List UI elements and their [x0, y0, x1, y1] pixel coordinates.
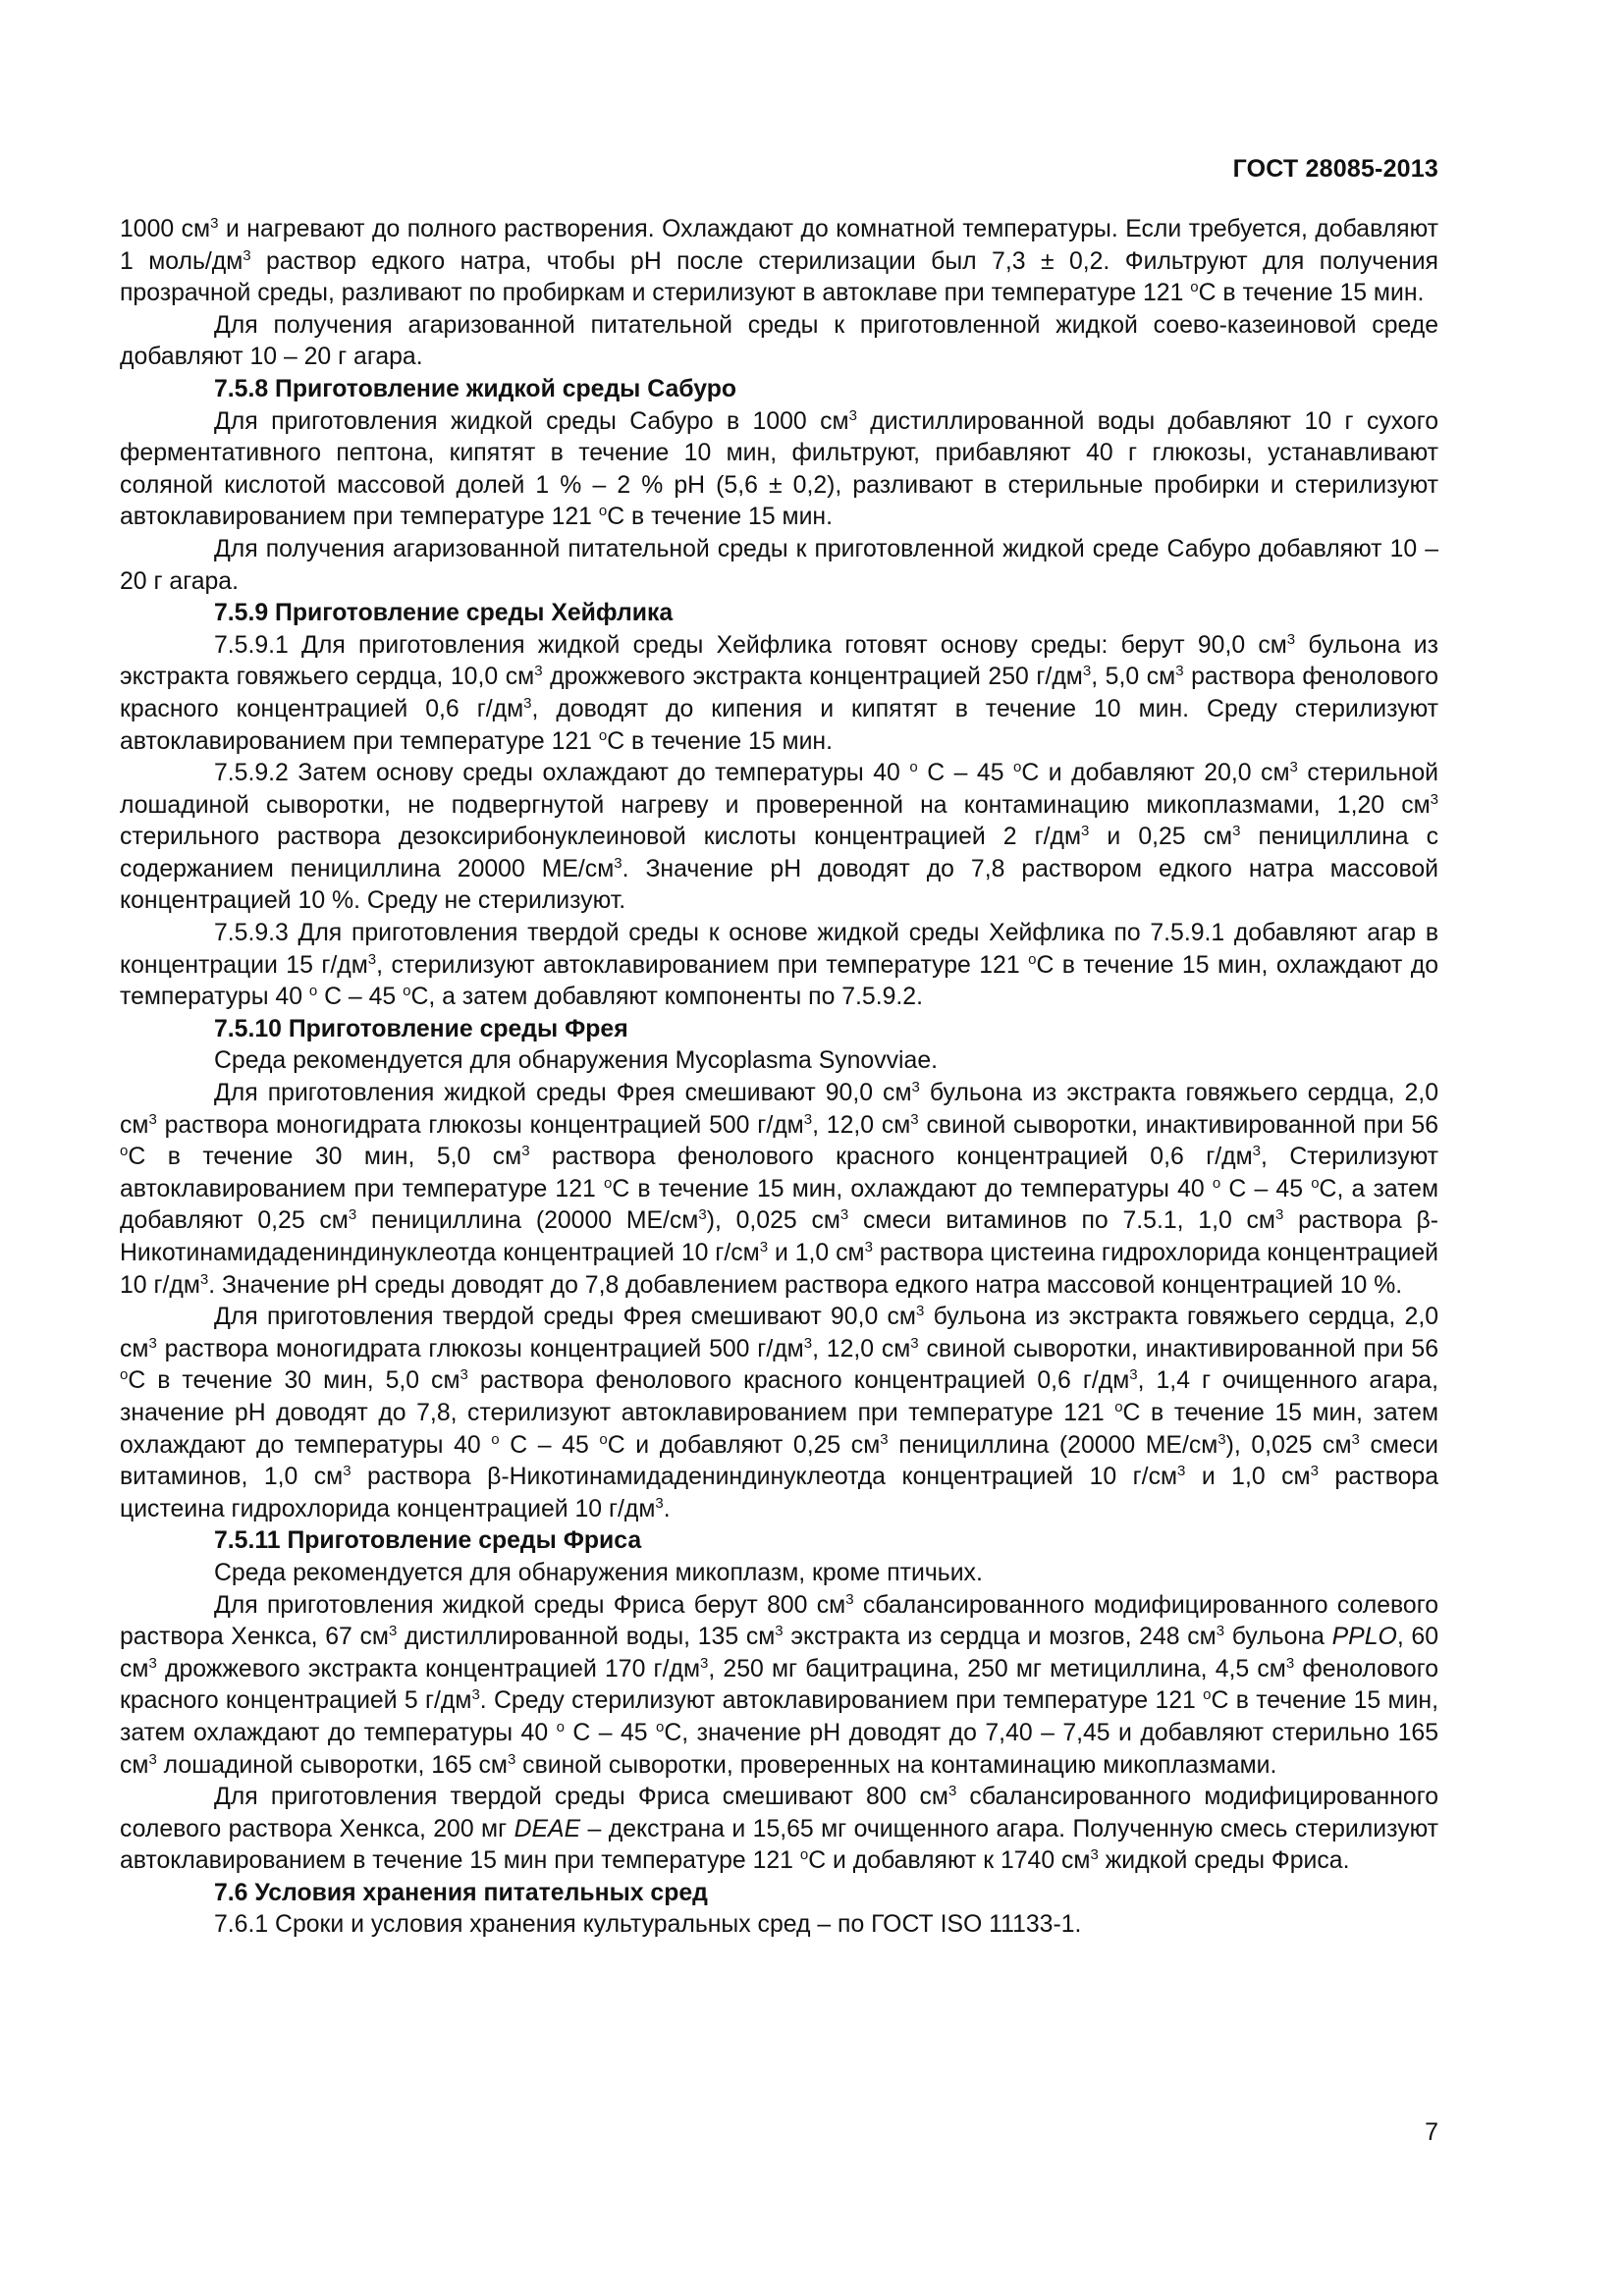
section-heading: 7.5.11 Приготовление среды Фриса — [214, 1527, 642, 1555]
paragraph: 1000 $см^3$ и нагревают до полного растворения. Охлаждают до комнатной температуры. Если требуется, добавляют 1 моль/$дм^3$ раствор едкого натра, чтобы pH после стерилизации был 7,3 ± 0,2. Фильтруют для получения прозрачной среды, разливают по пробиркам и стерилизуют в автоклаве при температуре 121 $^о$С в течение 15 мин. — [120, 215, 1438, 307]
paragraph: Для приготовления жидкой среды Фриса берут 800 $см^3$ сбалансированного модифицированного солевого раствора Хенкса, 67 $см^3$ дистиллированной воды, 135 $см^3$ экстракта из сердца и мозгов, 248 $см^3$ бульона PPLO, 60 $см^3$ дрожжевого экстракта концентрацией 170 $г/дм^3$, 250 мг бацитрацина, 250 мг метициллина, 4,5 $см^3$ фенолового красного концентрацией 5 $г/дм^3$. Среду стерилизуют автоклавированием при температуре 121 $^о$С в течение 15 мин, затем охлаждают до температуры 40 $^о$ С – 45 $^о$С, значение pH доводят до 7,40 – 7,45 и добавляют стерильно 165 $см^3$ лошадиной сыворотки, 165 $см^3$ свиной сыворотки, проверенных на контаминацию микоплазмами. — [120, 1590, 1439, 1779]
paragraph: Для приготовления жидкой среды Сабуро в 1000 $см^3$ дистиллированной воды добавляют 10 г сухого ферментативного пептона, кипятят в течение 10 мин, фильтруют, прибавляют 40 г глюкозы, устанавливают соляной кислотой массовой долей 1 % – 2 % pH (5,6 ± 0,2), разливают в стерильные пробирки и стерилизуют автоклавированием при температуре 121 $^о$С в течение 15 мин. — [120, 406, 1438, 531]
page-number: 7 — [1425, 2118, 1438, 2146]
document-code-header: ГОСТ 28085-2013 — [1232, 155, 1438, 183]
section-heading: 7.6 Условия хранения питательных сред — [214, 1879, 708, 1906]
paragraph: 7.6.1 Сроки и условия хранения культуральных сред – по ГОСТ ISO 11133-1. — [214, 1911, 1082, 1939]
paragraph: Для получения агаризованной питательной среды к приготовленной жидкой соево-казеиновой среде добавляют 10 – 20 г агара. — [120, 311, 1438, 371]
paragraph: Среда рекомендуется для обнаружения микоплазм, кроме птичьих. — [214, 1559, 983, 1586]
section-heading: 7.5.9 Приготовление среды Хейфлика — [214, 600, 674, 627]
paragraph: Для приготовления твердой среды Фриса смешивают 800 $см^3$ сбалансированного модифицированного солевого раствора Хенкса, 200 мг DEAE – декстрана и 15,65 мг очищенного агара. Полученную смесь стерилизуют автоклавированием в течение 15 мин при температуре 121 $^о$С и добавляют к 1740 $см^3$ жидкой среды Фриса. — [120, 1783, 1438, 1875]
paragraph: Для приготовления жидкой среды Фрея смешивают 90,0 $см^3$ бульона из экстракта говяжьего сердца, 2,0 $см^3$ раствора моногидрата глюкозы концентрацией 500 $г/дм^3$, 12,0 $см^3$ свиной сыворотки, инактивированной при 56 $^о$С в течение 30 мин, 5,0 $см^3$ раствора фенолового красного концентрацией 0,6 $г/дм^3$, Стерилизуют автоклавированием при температуре 121 $^о$С в течение 15 мин, охлаждают до температуры 40 $^о$ С – 45 $^о$С, а затем добавляют 0,25 $см^3$ пенициллина (20000 $МЕ/см^3$), 0,025 $см^3$ смеси витаминов по 7.5.1, 1,0 $см^3$ раствора β-Никотинамидадениндинуклеотда концентрацией 10 $г/см^3$ и 1,0 $см^3$ раствора цистеина гидрохлорида концентрацией 10 $г/дм^3$. Значение pH среды доводят до 7,8 добавлением раствора едкого натра массовой концентрацией 10 %. — [120, 1079, 1439, 1299]
section-heading: 7.5.10 Приготовление среды Фрея — [214, 1015, 628, 1042]
paragraph: 7.5.9.1 Для приготовления жидкой среды Хейфлика готовят основу среды: берут 90,0 $см^3$ бульона из экстракта говяжьего сердца, 10,0 $см^3$ дрожжевого экстракта концентрацией 250 $г/дм^3$, 5,0 $см^3$ раствора фенолового красного концентрацией 0,6 $г/дм^3$, доводят до кипения и кипятят в течение 10 мин. Среду стерилизуют автоклавированием при температуре 121 $^о$С в течение 15 мин. — [120, 630, 1438, 755]
paragraph: 7.5.9.2 Затем основу среды охлаждают до температуры 40 $^о$ С – 45 $^о$С и добавляют 20,0 $см^3$ стерильной лошадиной сыворотки, не подвергнутой нагреву и проверенной на контаминацию микоплазмами, 1,20 $см^3$ стерильного раствора дезоксирибонуклеиновой кислоты концентрацией 2 $г/дм^3$ и 0,25 $см^3$ пенициллина с содержанием пенициллина 20000 $МЕ/см^3$. Значение pH доводят до 7,8 раствором едкого натра массовой концентрацией 10 %. Среду не стерилизуют. — [120, 759, 1439, 915]
paragraph: Среда рекомендуется для обнаружения Mycoplasma Synovviae. — [214, 1047, 939, 1075]
paragraph: Для приготовления твердой среды Фрея смешивают 90,0 $см^3$ бульона из экстракта говяжьего сердца, 2,0 $см^3$ раствора моногидрата глюкозы концентрацией 500 $г/дм^3$, 12,0 $см^3$ свиной сыворотки, инактивированной при 56 $^о$С в течение 30 мин, 5,0 $см^3$ раствора фенолового красного концентрацией 0,6 $г/дм^3$, 1,4 г очищенного агара, значение pH доводят до 7,8, стерилизуют автоклавированием при температуре 121 $^о$С в течение 15 мин, затем охлаждают до температуры 40 $^о$ С – 45 $^о$С и добавляют 0,25 $см^3$ пенициллина (20000 $МЕ/см^3$), 0,025 $см^3$ смеси витаминов, 1,0 $см^3$ раствора β-Никотинамидадениндинуклеотда концентрацией 10 $г/см^3$ и 1,0 $см^3$ раствора цистеина гидрохлорида концентрацией 10 $г/дм^3$. — [120, 1303, 1439, 1522]
paragraph: 7.5.9.3 Для приготовления твердой среды к основе жидкой среды Хейфлика по 7.5.9.1 добавляют агар в концентрации 15 $г/дм^3$, стерилизуют автоклавированием при температуре 121 $^о$С в течение 15 мин, охлаждают до температуры 40 $^о$ С – 45 $^о$С, а затем добавляют компоненты по 7.5.9.2. — [120, 920, 1438, 1011]
paragraph: Для получения агаризованной питательной среды к приготовленной жидкой среде Сабуро добавляют 10 – 20 г агара. — [120, 535, 1438, 595]
document-body — [120, 214, 1438, 1942]
section-heading: 7.5.8 Приготовление жидкой среды Сабуро — [214, 375, 736, 402]
